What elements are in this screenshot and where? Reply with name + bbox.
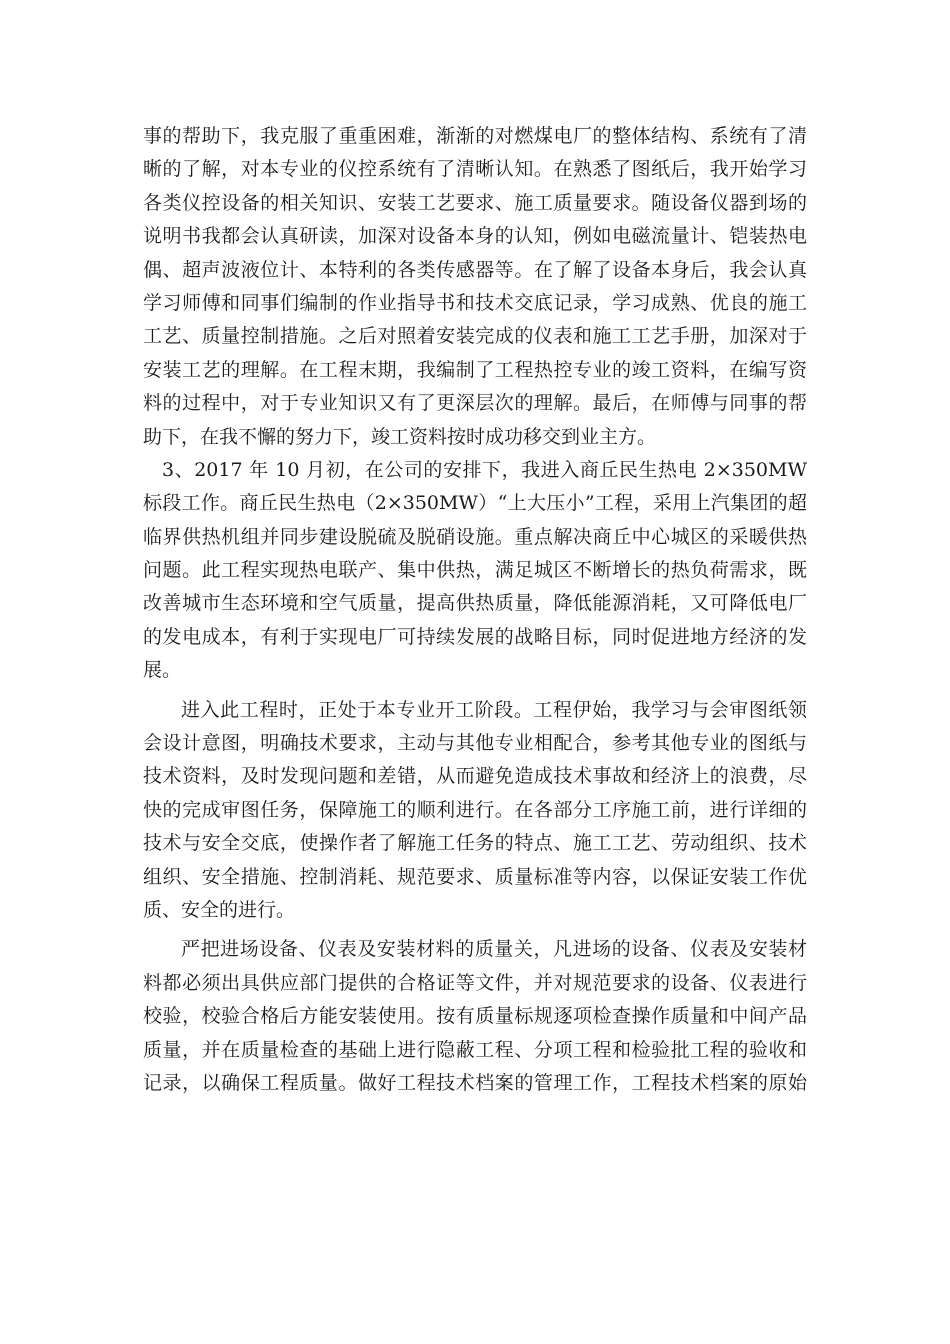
text-line: 标段工作。商丘民生热电（2×350MW）“上大压小”工程，采用上汽集团的超	[143, 492, 807, 515]
text-line: 晰的了解，对本专业的仪控系统有了清晰认知。在熟悉了图纸后，我开始学习	[143, 158, 807, 181]
text-line: 工艺、质量控制措施。之后对照着安装完成的仪表和施工工艺手册，加深对于	[143, 325, 807, 348]
paragraph	[143, 694, 807, 928]
text-line: 技术与安全交底，使操作者了解施工任务的特点、施工工艺、劳动组织、技术	[143, 832, 807, 855]
document-body	[143, 120, 807, 1100]
text-line: 会设计意图，明确技术要求，主动与其他专业相配合，参考其他专业的图纸与	[143, 732, 807, 755]
text-line: 各类仪控设备的相关知识、安装工艺要求、施工质量要求。随设备仪器到场的	[143, 191, 807, 214]
text-line: 料的过程中，对于专业知识又有了更深层次的理解。最后，在师傅与同事的帮	[143, 392, 807, 415]
text-line: 偶、超声波液位计、本特利的各类传感器等。在了解了设备本身后，我会认真	[143, 258, 807, 281]
text-line: 进入此工程时，正处于本专业开工阶段。工程伊始，我学习与会审图纸领	[181, 698, 807, 721]
text-line: 展。	[143, 659, 182, 682]
text-line: 改善城市生态环境和空气质量，提高供热质量，降低能源消耗，又可降低电厂	[143, 592, 807, 615]
text-line: 问题。此工程实现热电联产、集中供热，满足城区不断增长的热负荷需求，既	[143, 559, 807, 582]
text-line: 安装工艺的理解。在工程末期，我编制了工程热控专业的竣工资料，在编写资	[143, 358, 807, 381]
text-line: 3、2017 年 10 月初，在公司的安排下，我进入商丘民生热电 2×350MW	[162, 458, 807, 481]
text-line: 记录，以确保工程质量。做好工程技术档案的管理工作，工程技术档案的原始	[143, 1071, 807, 1094]
text-line: 的发电成本，有利于实现电厂可持续发展的战略目标，同时促进地方经济的发	[143, 625, 807, 648]
paragraph	[143, 933, 807, 1100]
paragraph	[143, 454, 807, 688]
text-line: 组织、安全措施、控制消耗、规范要求、质量标准等内容，以保证安装工作优	[143, 865, 807, 888]
text-line: 质量，并在质量检查的基础上进行隐蔽工程、分项工程和检验批工程的验收和	[143, 1038, 807, 1061]
text-line: 学习师傅和同事们编制的作业指导书和技术交底记录，学习成熟、优良的施工	[143, 291, 807, 314]
text-line: 料都必须出具供应部门提供的合格证等文件，并对规范要求的设备、仪表进行	[143, 971, 807, 994]
text-line: 技术资料，及时发现问题和差错，从而避免造成技术事故和经济上的浪费，尽	[143, 765, 807, 788]
text-line: 质、安全的进行。	[143, 898, 296, 921]
paragraph	[143, 120, 807, 454]
text-line: 事的帮助下，我克服了重重困难，渐渐的对燃煤电厂的整体结构、系统有了清	[143, 125, 807, 147]
text-line: 快的完成审图任务，保障施工的顺利进行。在各部分工序施工前，进行详细的	[143, 798, 807, 821]
text-line: 说明书我都会认真研读，加深对设备本身的认知，例如电磁流量计、铠装热电	[143, 225, 807, 248]
text-line: 校验，校验合格后方能安装使用。按有质量标规逐项检查操作质量和中间产品	[143, 1005, 807, 1028]
text-line: 临界供热机组并同步建设脱硫及脱硝设施。重点解决商丘中心城区的采暖供热	[143, 525, 807, 548]
text-line: 严把进场设备、仪表及安装材料的质量关，凡进场的设备、仪表及安装材	[181, 938, 807, 961]
text-line: 助下，在我不懈的努力下，竣工资料按时成功移交到业主方。	[143, 425, 657, 448]
